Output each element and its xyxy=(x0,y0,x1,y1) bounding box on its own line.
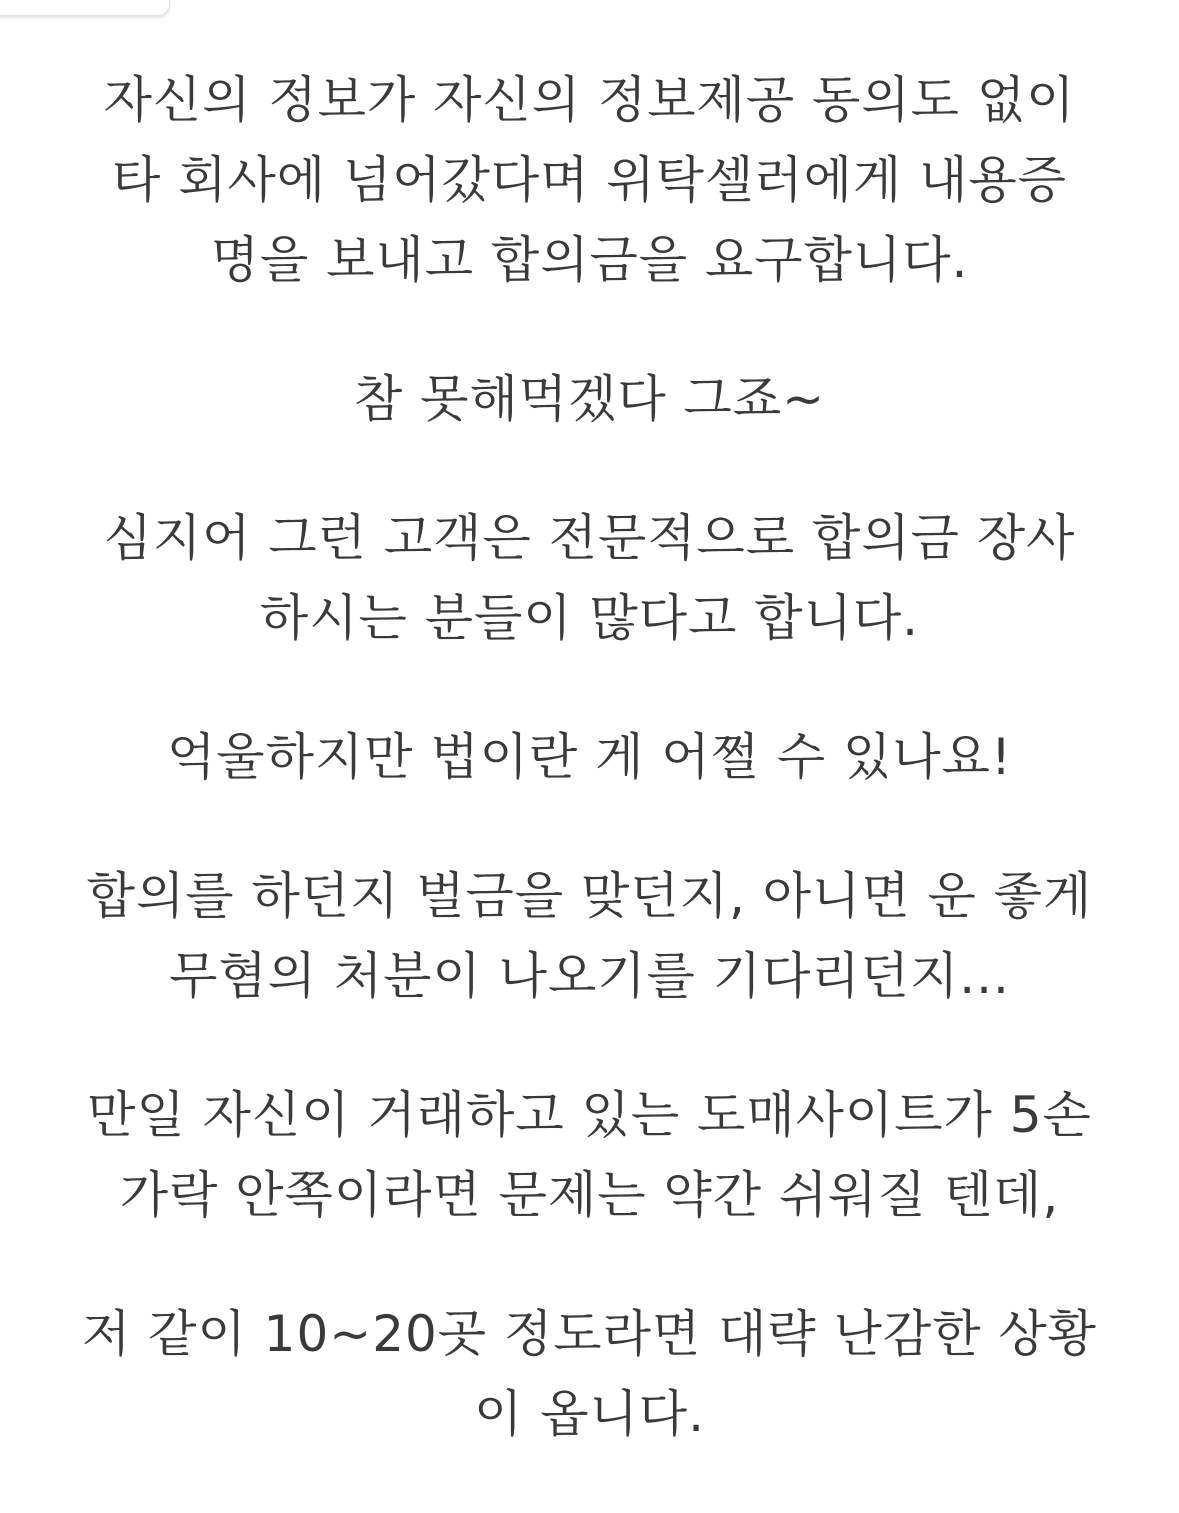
text-line: 타 회사에 넘어갔다며 위탁셀러에게 내용증 xyxy=(112,151,1067,209)
text-line: 이 옵니다. xyxy=(474,1385,705,1443)
text-line: 참 못해먹겠다 그죠~ xyxy=(353,370,826,428)
paragraph xyxy=(0,60,1179,300)
paragraph xyxy=(0,856,1179,1016)
text-line: 가락 안쪽이라면 문제는 약간 쉬워질 텐데, xyxy=(119,1166,1060,1224)
text-line: 합의를 하던지 벌금을 맞던지, 아니면 운 좋게 xyxy=(86,867,1093,925)
text-line: 저 같이 10~20곳 정도라면 대략 난감한 상황 xyxy=(81,1305,1097,1363)
article-body xyxy=(0,60,1179,1513)
paragraph xyxy=(0,359,1179,439)
paragraph xyxy=(0,498,1179,658)
paragraph xyxy=(0,717,1179,797)
text-line: 심지어 그런 고객은 전문적으로 합의금 장사 xyxy=(103,509,1076,567)
text-line: 하시는 분들이 많다고 합니다. xyxy=(259,589,920,647)
top-card-edge xyxy=(0,0,170,16)
paragraph xyxy=(0,1294,1179,1454)
text-line: 억울하지만 법이란 게 어쩔 수 있나요! xyxy=(166,728,1012,786)
text-line: 명을 보내고 합의금을 요구합니다. xyxy=(210,231,969,289)
text-line: 무혐의 처분이 나오기를 기다리던지... xyxy=(169,947,1010,1005)
text-line: 자신의 정보가 자신의 정보제공 동의도 없이 xyxy=(103,71,1076,129)
paragraph xyxy=(0,1075,1179,1235)
text-line: 만일 자신이 거래하고 있는 도매사이트가 5손 xyxy=(87,1086,1092,1144)
